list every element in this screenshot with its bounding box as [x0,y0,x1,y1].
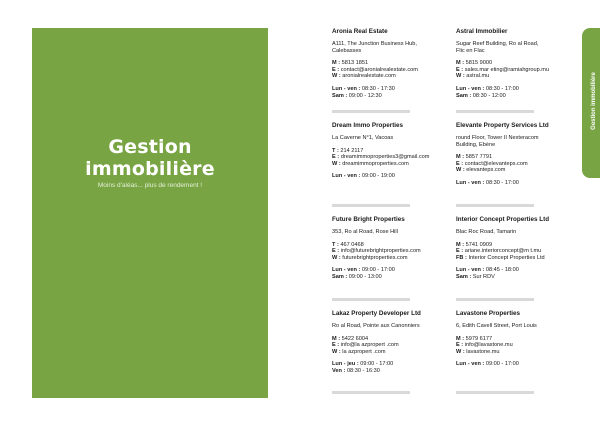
listing-interior-concept [456,216,584,281]
listing-name: Lavastone Properties [456,310,521,317]
web-label: W : [332,254,341,261]
listing-name: Lakaz Property Developer Ltd [332,310,421,317]
listing-email[interactable]: ariane.interiorconcept@m t.mu [464,248,542,255]
listing-address: Blac Roc Road, Tamarin [456,229,517,235]
cover-title [32,136,268,180]
hours-label: Sam : [456,92,472,99]
listing-hours: 08:30 - 17:00 [485,85,519,92]
listing-address: A111, The Junction Business Hub, Calebasses [332,41,417,54]
listing-email[interactable]: info@lavastone.mu [464,342,513,349]
hours-label: Lun - ven : [456,361,485,368]
listing-email[interactable]: contact@elevanteps.com [464,160,528,167]
phone-label: M : [332,335,341,342]
listing-address: 353, Ro al Road, Rose Hill [332,229,398,235]
divider [332,110,410,113]
listing-address: Sugar Reef Building, Ro al Road, Flic en Flac [456,41,539,54]
listing-hours: 09:00 - 17:00 [485,361,519,368]
listing-hours: 08:30 - 17:30 [361,85,395,92]
phone-label: M : [456,60,465,67]
listing-name: Elevante Property Services Ltd [456,122,549,129]
listing-email[interactable]: sales.mar eting@ramiahgroup.mu [464,66,550,73]
divider [332,391,410,394]
hours-label: Sam : [456,273,472,280]
listing-astral [456,28,584,99]
hours-label: Sam : [332,273,348,280]
email-label: E : [332,66,340,73]
web-label: W : [332,160,341,167]
listing-hours: 09:00 - 13:00 [348,273,382,280]
hours-label: Lun - ven : [456,179,485,186]
email-label: E : [456,66,464,73]
listing-phone[interactable]: 5741 0909 [465,241,493,248]
listing-phone[interactable]: 5422 6004 [341,335,369,342]
phone-label: M : [456,241,465,248]
hours-label: Lun - ven : [332,173,361,180]
listing-email[interactable]: contact@aronialrealestate.com [340,66,418,73]
email-label: E : [332,342,340,349]
listing-web[interactable]: futurebrightproperties.com [342,254,408,261]
web-label: W : [332,73,341,80]
listing-phone[interactable]: 5979 6177 [465,335,493,342]
listing-phone[interactable]: 467 0468 [340,241,364,248]
divider [456,298,534,301]
listing-email[interactable]: dreamimmoproperties3@gmail.com [340,154,430,161]
listing-phone[interactable]: 5815 9000 [465,60,493,67]
hours-label: Lun - ven : [332,267,361,274]
listing-address: La Caverne N°1, Vacoas [332,135,394,141]
listing-hours: 08:45 - 18:00 [485,267,519,274]
listing-email[interactable]: info@futurebrightproperties.com [340,248,421,255]
listing-web[interactable]: elevanteps.com [466,167,506,174]
listing-web[interactable]: astral.mu [466,73,490,80]
cover-title-line1: Gestion [108,136,192,158]
email-label: E : [332,248,340,255]
divider [332,298,410,301]
facebook-label: FB : [456,254,467,261]
listing-future-bright [332,216,460,281]
listing-phone[interactable]: 5857 7791 [465,154,493,161]
listing-elevante [456,122,584,187]
divider [332,204,410,207]
hours-label: Lun - ven : [456,267,485,274]
listing-web[interactable]: aronialrealestate.com [342,73,396,80]
phone-label: M : [332,60,341,67]
listing-phone[interactable]: 214 2117 [340,147,364,154]
listing-hours: 08:30 - 16:30 [346,367,380,374]
listing-aronia [332,28,460,99]
email-label: E : [332,154,340,161]
web-label: W : [456,73,465,80]
listing-name: Future Bright Properties [332,216,405,223]
listing-phone[interactable]: 5813 1851 [341,60,369,67]
listing-hours: Sur RDV [472,273,495,280]
divider [456,110,534,113]
listing-email[interactable]: info@la azpropert .com [340,342,399,349]
cover-subtitle: Moins d'aléas... plus de rendement ! [97,182,203,189]
web-label: W : [332,348,341,355]
listing-address: 6, Edith Cavell Street, Port Louis [456,323,537,329]
listing-dream-immo [332,122,460,180]
listing-hours: 08:30 - 12:00 [472,92,506,99]
hours-label: Ven : [332,367,346,374]
cover-title-line2: immobilière [85,158,215,180]
phone-label: M : [456,335,465,342]
email-label: E : [456,160,464,167]
listing-lavastone [456,310,584,368]
listing-name: Interior Concept Properties Ltd [456,216,550,223]
listing-web[interactable]: dreamimmoproperties.com [342,160,409,167]
listing-web[interactable]: lavastone.mu [466,348,500,355]
listing-hours: 09:00 - 17:00 [360,361,394,368]
hours-label: Lun - ven : [332,85,361,92]
listing-facebook[interactable]: Interior Concept Properties Ltd [468,254,545,261]
listing-name: Aronia Real Estate [332,28,388,35]
hours-label: Lun - ven : [456,85,485,92]
listing-hours: 09:00 - 12:30 [348,92,382,99]
listing-web[interactable]: la azpropert .com [342,348,386,355]
web-label: W : [456,167,465,174]
section-tab-label: Gestion immobilière [591,72,597,130]
phone-label: M : [456,154,465,161]
cover-panel [32,28,268,398]
divider [456,204,534,207]
section-tab[interactable] [582,28,600,178]
listing-hours: 09:00 - 17:00 [361,267,395,274]
web-label: W : [456,348,465,355]
divider [456,391,534,394]
hours-label: Lun - jeu : [332,361,359,368]
listing-lakaz [332,310,460,375]
email-label: E : [456,248,464,255]
listing-hours: 09:00 - 19:00 [361,173,395,180]
email-label: E : [456,342,464,349]
hours-label: Sam : [332,92,348,99]
phone-label: T : [332,241,339,248]
listing-address: Ro al Road, Pointe aux Canonniers [332,323,420,329]
listing-address: round Floor, Tower II Nexteracom Building, Ebène [456,135,539,148]
listing-hours: 08:30 - 17:00 [485,179,519,186]
listing-name: Dream Immo Properties [332,122,404,129]
listing-name: Astral Immobilier [456,28,508,35]
phone-label: T : [332,147,339,154]
